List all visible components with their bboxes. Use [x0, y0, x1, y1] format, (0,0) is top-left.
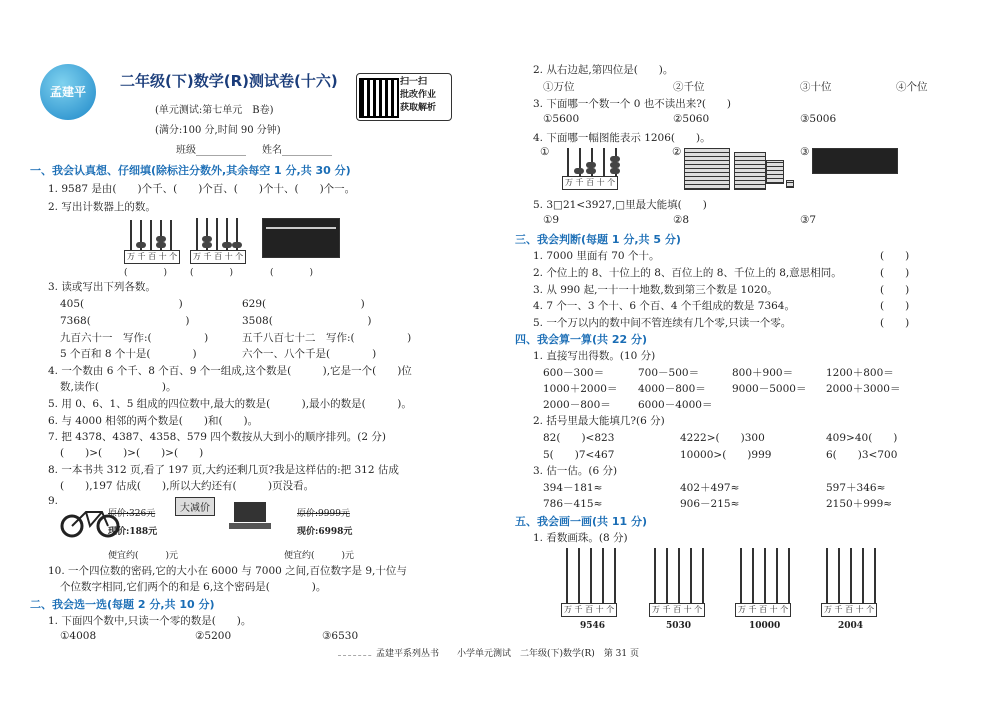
- c5: 5. 3□21<3927,□里最大能填( ): [533, 199, 707, 211]
- calc-item: 600－300＝: [543, 367, 605, 379]
- estimate-item: 906－215≈: [680, 498, 740, 510]
- c1-option-b: ②5200: [195, 630, 232, 642]
- c1-option-a: ①4008: [60, 630, 97, 642]
- c1: 1. 下面四个数中,只读一个零的数是( )。: [48, 615, 252, 627]
- c4-option-a: ①: [540, 146, 550, 158]
- footer-text: 孟建平系列丛书 小学单元测试 二年级(下)数学(R) 第 31 页: [372, 646, 643, 659]
- c2-option-c: ③十位: [800, 81, 832, 93]
- c2-option-a: ①万位: [543, 81, 575, 93]
- q9: 9.: [48, 495, 59, 507]
- q4a: 4. 一个数由 6 个千、8 个百、9 个一组成,这个数是( ),它是一个( )位: [48, 365, 412, 377]
- judge-4: 4. 7 个一、3 个十、6 个百、4 个千组成的数是 7364。: [533, 300, 795, 312]
- calc-item: 1000＋2000＝: [543, 383, 618, 395]
- section-5-heading: 五、我会画一画(共 11 分): [515, 515, 648, 528]
- calc-item: 1200＋800＝: [826, 367, 894, 379]
- q3d: 3508( ): [242, 315, 372, 327]
- section-1-heading: 一、我会认真想、仔细填(除标注分数外,其余每空 1 分,共 30 分): [30, 164, 351, 177]
- q10b: 个位数字相同,它们两个的和是 6,这个密码是( )。: [60, 581, 327, 593]
- fill-item: 4222>( )300: [680, 432, 765, 444]
- c4-suanpan-c: [812, 148, 898, 174]
- judge-1-paren: ( ): [880, 250, 910, 262]
- q5: 5. 用 0、6、1、5 组成的四位数中,最大的数是( ),最小的数是( )。: [48, 398, 412, 410]
- judge-3-paren: ( ): [880, 284, 910, 296]
- sale-tag: 大减价: [175, 497, 215, 516]
- judge-4-paren: ( ): [880, 300, 910, 312]
- section-4-heading: 四、我会算一算(共 22 分): [515, 333, 648, 346]
- c4-option-b: ②: [672, 146, 682, 158]
- calc-item: 9000－5000＝: [732, 383, 807, 395]
- draw-heading: 1. 看数画珠。(8 分): [533, 532, 628, 544]
- q8b: ( ),197 估成( ),所以大约还有( )页没看。: [60, 480, 315, 492]
- c4-option-c: ③: [800, 146, 810, 158]
- qr-caption: 扫一扫 批改作业 获取解析: [400, 77, 437, 113]
- q7a: 7. 把 4378、4387、4358、579 四个数按从大到小的顺序排列。(2 分): [48, 431, 386, 443]
- c2-option-d: ④个位: [896, 81, 928, 93]
- judge-5-paren: ( ): [880, 317, 910, 329]
- estimate-item: 786－415≈: [543, 498, 603, 510]
- cheaper-laptop: 便宜约( )元: [284, 551, 355, 561]
- judge-2: 2. 个位上的 8、十位上的 8、百位上的 8、千位上的 8,意思相同。: [533, 267, 842, 279]
- q3b: 629( ): [242, 298, 365, 310]
- bike-original-price: 原价:326元: [108, 509, 156, 519]
- q3c: 7368( ): [60, 315, 190, 327]
- q3a: 405( ): [60, 298, 183, 310]
- estimate-item: 402＋497≈: [680, 482, 740, 494]
- judge-5: 5. 一个万以内的数中间不管连续有几个零,只读一个零。: [533, 317, 792, 329]
- q4b: 数,读作( )。: [60, 381, 177, 393]
- q3f: 五千八百七十二 写作:( ): [242, 332, 412, 344]
- q10a: 10. 一个四位数的密码,它的大小在 6000 与 7000 之间,百位数字是 9,十位与: [48, 565, 407, 577]
- bike-current-price: 现价:188元: [108, 527, 158, 537]
- calc-item: 4000－800＝: [638, 383, 706, 395]
- judge-1: 1. 7000 里面有 70 个十。: [533, 250, 660, 262]
- c3-option-c: ③5006: [800, 113, 837, 125]
- c2: 2. 从右边起,第四位是( )。: [533, 64, 674, 76]
- fill-item: 5( )7<467: [543, 449, 615, 461]
- c5-option-c: ③7: [800, 214, 817, 226]
- score-info: (满分:100 分,时间 90 分钟): [155, 125, 281, 136]
- c1-option-c: ③6530: [322, 630, 359, 642]
- calc-item: 6000－4000＝: [638, 399, 713, 411]
- q8a: 8. 一本书共 312 页,看了 197 页,大约还剩几页?我是这样估的:把 312 估成: [48, 464, 399, 476]
- c3-option-a: ①5600: [543, 113, 580, 125]
- section-2-heading: 二、我会选一选(每题 2 分,共 10 分): [30, 598, 215, 611]
- c4: 4. 下面哪一幅图能表示 1206( )。: [533, 132, 711, 144]
- q3h: 六个一、八个千是( ): [242, 348, 377, 360]
- q6: 6. 与 4000 相邻的两个数是( )和( )。: [48, 415, 259, 427]
- fill-item: 10000>( )999: [680, 449, 772, 461]
- laptop-current-price: 现价:6998元: [297, 527, 353, 537]
- q2: 2. 写出计数器上的数。: [48, 201, 156, 213]
- c3: 3. 下面哪一个数一个 0 也不读出来?( ): [533, 98, 732, 110]
- fill-item: 82( )<823: [543, 432, 615, 444]
- c5-option-a: ①9: [543, 214, 560, 226]
- fill-heading: 2. 括号里最大能填几?(6 分): [533, 415, 665, 427]
- estimate-item: 394－181≈: [543, 482, 603, 494]
- q3: 3. 读或写出下列各数。: [48, 281, 156, 293]
- name-label: 姓名__________: [262, 145, 332, 156]
- calc-heading: 1. 直接写出得数。(10 分): [533, 350, 656, 362]
- q1: 1. 9587 是由( )个千、( )个百、( )个十、( )个一。: [48, 183, 356, 195]
- laptop-icon: [228, 500, 272, 532]
- unit-info: (单元测试:第七单元 B卷): [155, 105, 274, 116]
- cheaper-bike: 便宜约( )元: [108, 551, 179, 561]
- qr-code-icon: [359, 78, 399, 118]
- q7b: ( )>( )>( )>( ): [60, 447, 204, 459]
- fill-item: 409>40( ): [826, 432, 898, 444]
- c5-option-b: ②8: [673, 214, 690, 226]
- judge-2-paren: ( ): [880, 267, 910, 279]
- c3-option-b: ②5060: [673, 113, 710, 125]
- estimate-item: 597＋346≈: [826, 482, 886, 494]
- calc-item: 800＋900＝: [732, 367, 794, 379]
- judge-3: 3. 从 990 起,一十一十地数,数到第三个数是 1020。: [533, 284, 778, 296]
- calc-item: 2000＋3000＝: [826, 383, 901, 395]
- laptop-original-price: 原价:9999元: [297, 509, 350, 519]
- calc-item: 2000－800＝: [543, 399, 611, 411]
- page-title: 二年级(下)数学(R)测试卷(十六): [120, 72, 338, 90]
- brand-logo: 孟建平: [40, 64, 96, 120]
- calc-item: 700－500＝: [638, 367, 700, 379]
- c2-option-b: ②千位: [673, 81, 705, 93]
- q3e: 九百六十一 写作:( ): [60, 332, 209, 344]
- section-3-heading: 三、我会判断(每题 1 分,共 5 分): [515, 233, 681, 246]
- fill-item: 6( )3<700: [826, 449, 898, 461]
- q3g: 5 个百和 8 个十是( ): [60, 348, 197, 360]
- estimate-item: 2150＋999≈: [826, 498, 893, 510]
- estimate-heading: 3. 估一估。(6 分): [533, 465, 618, 477]
- class-label: 班级__________: [176, 145, 246, 156]
